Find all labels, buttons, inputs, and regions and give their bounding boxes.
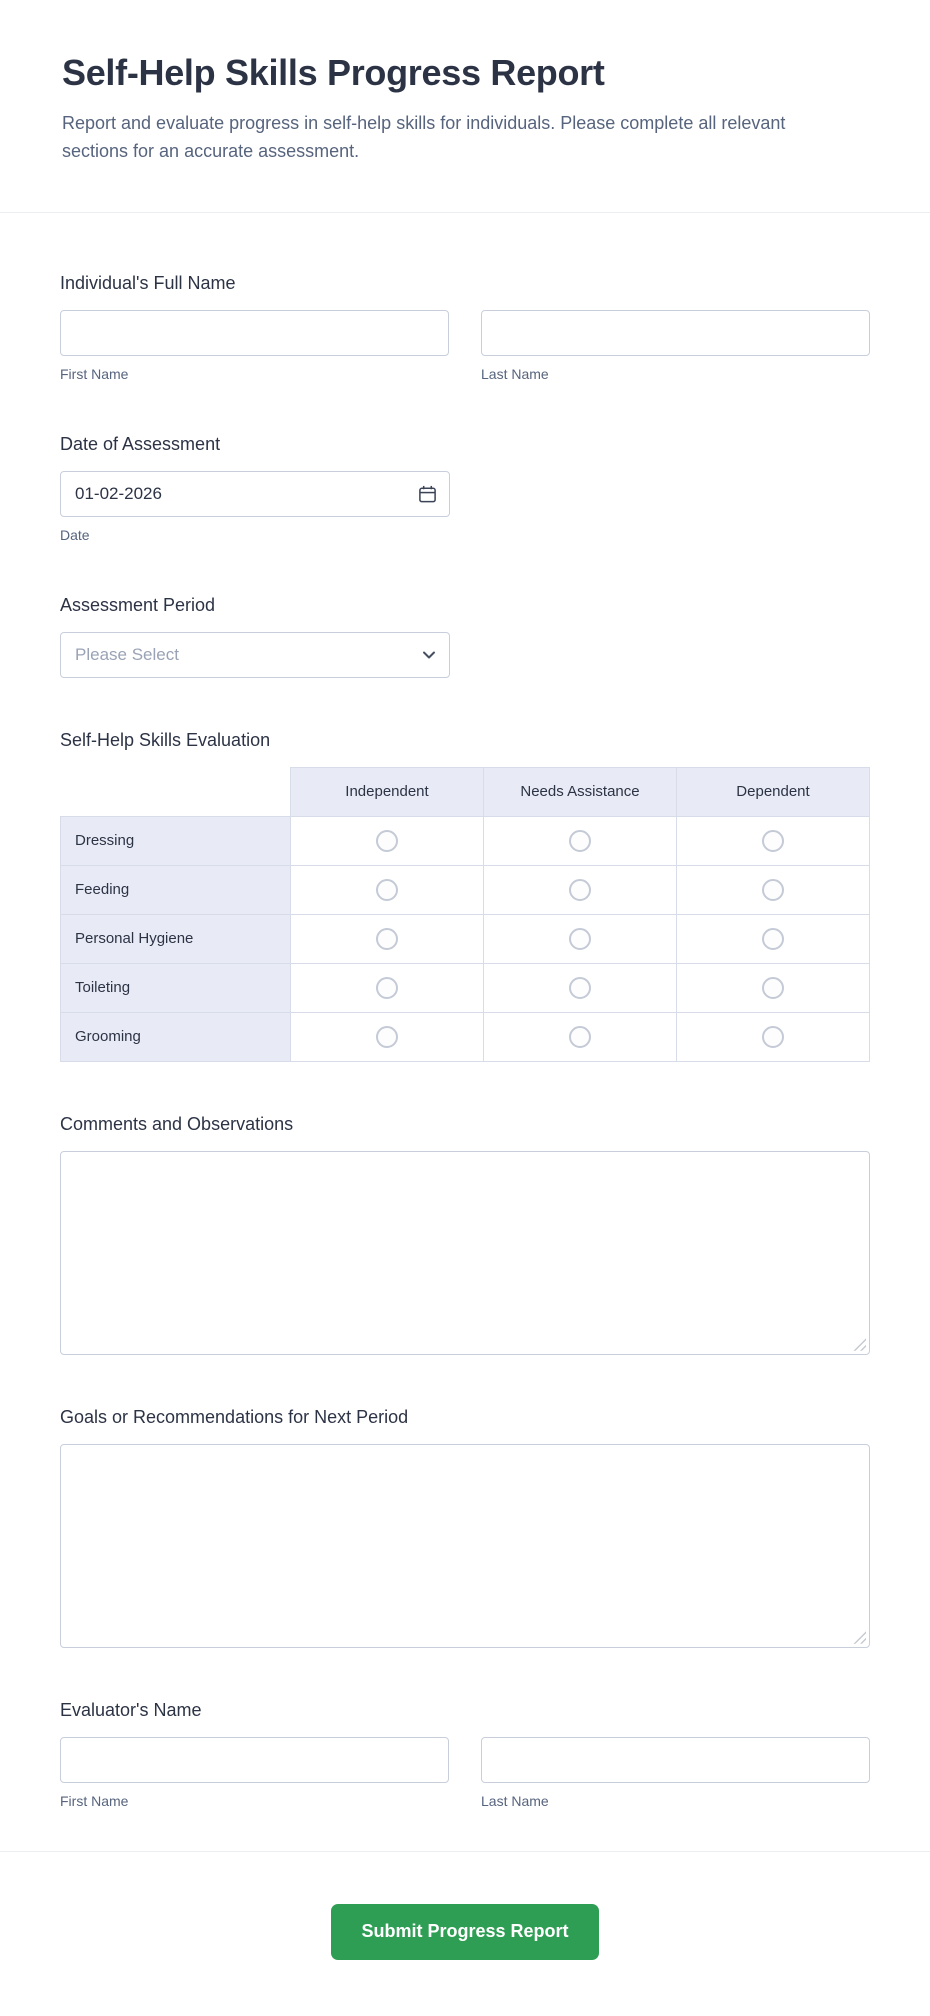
radio-toileting-dependent[interactable]	[762, 977, 784, 999]
row-label-grooming: Grooming	[61, 1012, 291, 1061]
page-subtitle: Report and evaluate progress in self-help skills for individuals. Please complete all relevant sections for an accurate assessment.	[62, 113, 786, 161]
form-body	[0, 213, 930, 1809]
question-goals	[60, 1407, 870, 1648]
radio-grooming-needs-assistance[interactable]	[569, 1026, 591, 1048]
radio-dressing-independent[interactable]	[376, 830, 398, 852]
date-sublabel: Date	[60, 526, 90, 543]
goals-label: Goals or Recommendations for Next Period	[60, 1406, 409, 1427]
question-skills-evaluation	[60, 730, 870, 1062]
radio-dressing-dependent[interactable]	[762, 830, 784, 852]
skills-evaluation-label: Self-Help Skills Evaluation	[60, 729, 271, 750]
evaluator-first-name-group	[60, 1737, 449, 1809]
goals-field	[60, 1444, 870, 1648]
radio-feeding-independent[interactable]	[376, 879, 398, 901]
form-header	[0, 0, 930, 212]
last-name-sublabel: Last Name	[481, 365, 549, 382]
assessment-date-label: Date of Assessment	[60, 433, 221, 454]
table-corner	[61, 767, 291, 816]
evaluator-name-fields-row	[60, 1737, 870, 1809]
page-title: Self-Help Skills Progress Report	[62, 52, 605, 93]
first-name-group	[60, 310, 449, 382]
submit-button[interactable]: Submit Progress Report	[331, 1904, 598, 1960]
radio-toileting-needs-assistance[interactable]	[569, 977, 591, 999]
assessment-period-field	[60, 632, 450, 678]
evaluator-last-name-input[interactable]	[481, 1737, 870, 1783]
radio-personal-hygiene-independent[interactable]	[376, 928, 398, 950]
table-row-dressing	[61, 816, 870, 865]
column-header-dependent: Dependent	[677, 767, 870, 816]
evaluator-first-name-input[interactable]	[60, 1737, 449, 1783]
radio-dressing-needs-assistance[interactable]	[569, 830, 591, 852]
skills-table	[60, 767, 870, 1062]
radio-personal-hygiene-needs-assistance[interactable]	[569, 928, 591, 950]
individual-first-name-input[interactable]	[60, 310, 449, 356]
question-evaluator-name	[60, 1700, 870, 1809]
name-fields-row	[60, 310, 870, 382]
comments-textarea[interactable]	[60, 1151, 870, 1355]
calendar-icon[interactable]	[418, 484, 437, 503]
assessment-period-label: Assessment Period	[60, 594, 216, 615]
assessment-period-select[interactable]	[60, 632, 450, 678]
comments-label: Comments and Observations	[60, 1113, 294, 1134]
question-comments	[60, 1114, 870, 1355]
first-name-sublabel: First Name	[60, 365, 129, 382]
evaluator-last-name-sublabel: Last Name	[481, 1792, 549, 1809]
row-label-personal-hygiene: Personal Hygiene	[61, 914, 291, 963]
form-footer	[0, 1860, 930, 2016]
comments-field	[60, 1151, 870, 1355]
evaluator-name-label: Evaluator's Name	[60, 1699, 202, 1720]
footer-divider	[0, 1851, 930, 1852]
individual-last-name-input[interactable]	[481, 310, 870, 356]
radio-grooming-independent[interactable]	[376, 1026, 398, 1048]
question-individual-name	[60, 273, 870, 382]
row-label-toileting: Toileting	[61, 963, 291, 1012]
column-header-needs-assistance: Needs Assistance	[484, 767, 677, 816]
radio-feeding-needs-assistance[interactable]	[569, 879, 591, 901]
evaluator-last-name-group	[481, 1737, 870, 1809]
table-header-row	[61, 767, 870, 816]
radio-grooming-dependent[interactable]	[762, 1026, 784, 1048]
last-name-group	[481, 310, 870, 382]
radio-toileting-independent[interactable]	[376, 977, 398, 999]
column-header-independent: Independent	[291, 767, 484, 816]
table-row-grooming	[61, 1012, 870, 1061]
evaluator-first-name-sublabel: First Name	[60, 1792, 129, 1809]
row-label-feeding: Feeding	[61, 865, 291, 914]
question-assessment-date	[60, 434, 870, 543]
goals-textarea[interactable]	[60, 1444, 870, 1648]
date-field	[60, 471, 450, 517]
individual-name-label: Individual's Full Name	[60, 272, 236, 293]
table-row-feeding	[61, 865, 870, 914]
table-row-toileting	[61, 963, 870, 1012]
table-row-personal-hygiene	[61, 914, 870, 963]
row-label-dressing: Dressing	[61, 816, 291, 865]
radio-feeding-dependent[interactable]	[762, 879, 784, 901]
radio-personal-hygiene-dependent[interactable]	[762, 928, 784, 950]
question-assessment-period	[60, 595, 870, 678]
assessment-date-input[interactable]	[60, 471, 450, 517]
